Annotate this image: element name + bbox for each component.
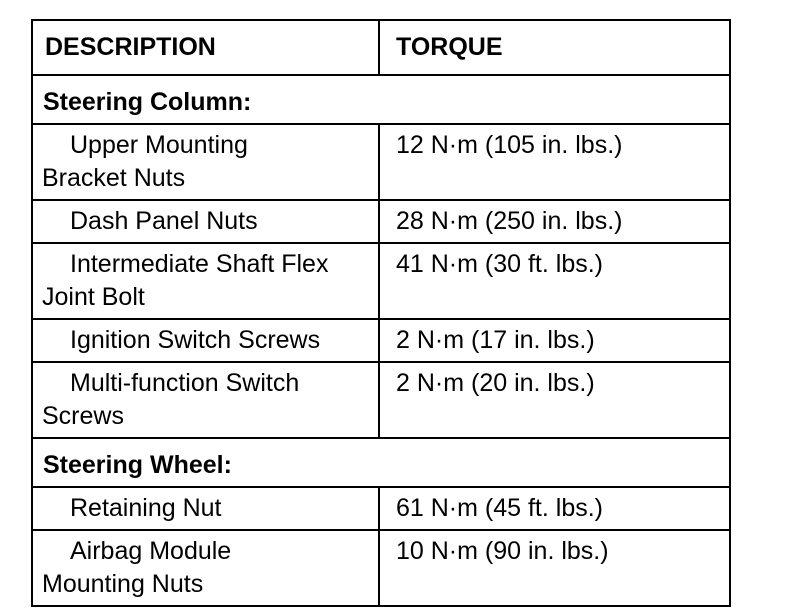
table-row xyxy=(32,200,730,243)
section-title: Steering Column: xyxy=(32,75,730,124)
table-row xyxy=(32,124,730,200)
torque-specifications-table xyxy=(31,19,731,607)
description-cell: Airbag Module Mounting Nuts xyxy=(32,530,379,606)
section-row-steering-column xyxy=(32,75,730,124)
table-row xyxy=(32,530,730,606)
description-column-header: DESCRIPTION xyxy=(32,20,379,75)
table-row xyxy=(32,362,730,438)
table-row xyxy=(32,319,730,362)
description-cell: Intermediate Shaft Flex Joint Bolt xyxy=(32,243,379,319)
torque-cell: 12 N·m (105 in. lbs.) xyxy=(379,124,730,200)
header-row xyxy=(32,20,730,75)
section-row-steering-wheel xyxy=(32,438,730,487)
description-cell: Dash Panel Nuts xyxy=(32,200,379,243)
table-row xyxy=(32,487,730,530)
torque-cell: 28 N·m (250 in. lbs.) xyxy=(379,200,730,243)
description-cell: Upper Mounting Bracket Nuts xyxy=(32,124,379,200)
torque-cell: 10 N·m (90 in. lbs.) xyxy=(379,530,730,606)
torque-cell: 41 N·m (30 ft. lbs.) xyxy=(379,243,730,319)
description-cell: Multi-function Switch Screws xyxy=(32,362,379,438)
section-title: Steering Wheel: xyxy=(32,438,730,487)
torque-cell: 2 N·m (17 in. lbs.) xyxy=(379,319,730,362)
description-cell: Ignition Switch Screws xyxy=(32,319,379,362)
table-row xyxy=(32,243,730,319)
description-cell: Retaining Nut xyxy=(32,487,379,530)
torque-column-header: TORQUE xyxy=(379,20,730,75)
torque-cell: 61 N·m (45 ft. lbs.) xyxy=(379,487,730,530)
torque-cell: 2 N·m (20 in. lbs.) xyxy=(379,362,730,438)
